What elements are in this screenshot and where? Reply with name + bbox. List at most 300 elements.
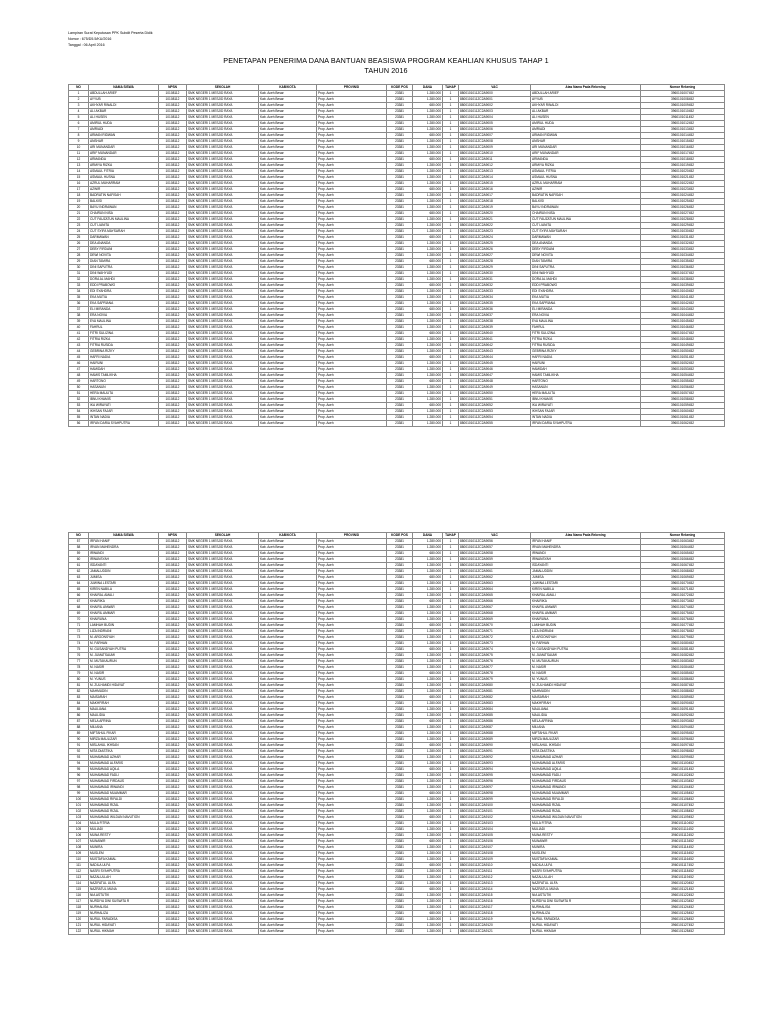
province: Prop. Aceh bbox=[317, 127, 387, 133]
account-number: 3960101108452 bbox=[641, 809, 725, 815]
postal-code: 23381 bbox=[387, 217, 413, 223]
province: Prop. Aceh bbox=[317, 325, 387, 331]
account-number: 3960101043452 bbox=[641, 307, 725, 313]
row-number: 63 bbox=[69, 575, 89, 581]
row-number: 66 bbox=[69, 593, 89, 599]
account-number: 3960101113452 bbox=[641, 839, 725, 845]
province: Prop. Aceh bbox=[317, 641, 387, 647]
province: Prop. Aceh bbox=[317, 121, 387, 127]
account-number: 3960101012452 bbox=[641, 121, 725, 127]
account-holder: M. GUSANDYAH PUTRA bbox=[531, 647, 641, 653]
stage: 1 bbox=[443, 683, 459, 689]
npsn: 10108112 bbox=[159, 199, 187, 205]
amount: 1.280.000 bbox=[413, 881, 443, 887]
amount: 1.280.000 bbox=[413, 397, 443, 403]
school: SMK NEGERI 1 MESJID RAYA bbox=[187, 773, 259, 779]
stage: 1 bbox=[443, 169, 459, 175]
stage: 1 bbox=[443, 349, 459, 355]
school: SMK NEGERI 1 MESJID RAYA bbox=[187, 575, 259, 581]
school: SMK NEGERI 1 MESJID RAYA bbox=[187, 719, 259, 725]
row-number: 89 bbox=[69, 731, 89, 737]
npsn: 10108112 bbox=[159, 659, 187, 665]
province: Prop. Aceh bbox=[317, 373, 387, 379]
account-number: 3960101105452 bbox=[641, 791, 725, 797]
account-number: 3960101107452 bbox=[641, 803, 725, 809]
npsn: 10108112 bbox=[159, 121, 187, 127]
col-header: Atas Nama Pada Rekening bbox=[531, 533, 641, 539]
province: Prop. Aceh bbox=[317, 731, 387, 737]
province: Prop. Aceh bbox=[317, 319, 387, 325]
amount: 1.280.000 bbox=[413, 635, 443, 641]
postal-code: 23381 bbox=[387, 869, 413, 875]
account-number: 3960101052452 bbox=[641, 361, 725, 367]
stage: 1 bbox=[443, 127, 459, 133]
vac-code: 8800101011ZC2A9031 bbox=[459, 277, 531, 283]
school: SMK NEGERI 1 MESJID RAYA bbox=[187, 707, 259, 713]
account-number: 3960101015452 bbox=[641, 139, 725, 145]
vac-code: 8800101011ZC2A9062 bbox=[459, 575, 531, 581]
province: Prop. Aceh bbox=[317, 671, 387, 677]
vac-code: 8800101011ZC2A9048 bbox=[459, 379, 531, 385]
account-holder: KHAIRIL AMMAR bbox=[531, 611, 641, 617]
vac-code: 8800101011ZC2A9025 bbox=[459, 241, 531, 247]
postal-code: 23381 bbox=[387, 893, 413, 899]
regency: Kab. Aceh Besar bbox=[259, 695, 317, 701]
npsn: 10108112 bbox=[159, 857, 187, 863]
stage: 1 bbox=[443, 343, 459, 349]
vac-code: 8800101011ZC2A9117 bbox=[459, 905, 531, 911]
school: SMK NEGERI 1 MESJID RAYA bbox=[187, 869, 259, 875]
regency: Kab. Aceh Besar bbox=[259, 139, 317, 145]
stage: 1 bbox=[443, 557, 459, 563]
amount: 1.280.000 bbox=[413, 605, 443, 611]
stage: 1 bbox=[443, 217, 459, 223]
school: SMK NEGERI 1 MESJID RAYA bbox=[187, 857, 259, 863]
regency: Kab. Aceh Besar bbox=[259, 187, 317, 193]
province: Prop. Aceh bbox=[317, 277, 387, 283]
row-number: 29 bbox=[69, 259, 89, 265]
account-holder: ASMAUL FITRIA bbox=[531, 169, 641, 175]
student-name: ISDAYANTI bbox=[89, 563, 159, 569]
postal-code: 23381 bbox=[387, 863, 413, 869]
stage: 1 bbox=[443, 611, 459, 617]
account-holder: HERA MAULITA bbox=[531, 391, 641, 397]
student-name: FITRI SULIZINA bbox=[89, 331, 159, 337]
province: Prop. Aceh bbox=[317, 247, 387, 253]
npsn: 10108112 bbox=[159, 821, 187, 827]
student-name: KHAIRIKA bbox=[89, 599, 159, 605]
table-row bbox=[69, 929, 725, 935]
vac-code: 8800101011ZC2A9037 bbox=[459, 313, 531, 319]
postal-code: 23381 bbox=[387, 421, 413, 427]
recipients-table-1 bbox=[68, 84, 725, 427]
vac-code: 8800101011ZC2A9091 bbox=[459, 749, 531, 755]
vac-code: 8800101011ZC2A9018 bbox=[459, 199, 531, 205]
amount: 1.280.000 bbox=[413, 617, 443, 623]
school: SMK NEGERI 1 MESJID RAYA bbox=[187, 617, 259, 623]
npsn: 10108112 bbox=[159, 689, 187, 695]
account-number: 3960101098452 bbox=[641, 749, 725, 755]
student-name: HAMIS TAMLIKHA bbox=[89, 373, 159, 379]
regency: Kab. Aceh Besar bbox=[259, 833, 317, 839]
npsn: 10108112 bbox=[159, 587, 187, 593]
account-holder: MUHAMMAD IRWANDI bbox=[531, 785, 641, 791]
npsn: 10108112 bbox=[159, 737, 187, 743]
province: Prop. Aceh bbox=[317, 337, 387, 343]
npsn: 10108112 bbox=[159, 223, 187, 229]
amount: 1.280.000 bbox=[413, 391, 443, 397]
province: Prop. Aceh bbox=[317, 833, 387, 839]
stage: 1 bbox=[443, 139, 459, 145]
student-name: IBNU KHAMIS bbox=[89, 397, 159, 403]
regency: Kab. Aceh Besar bbox=[259, 121, 317, 127]
postal-code: 23381 bbox=[387, 115, 413, 121]
school: SMK NEGERI 1 MESJID RAYA bbox=[187, 569, 259, 575]
province: Prop. Aceh bbox=[317, 349, 387, 355]
stage: 1 bbox=[443, 199, 459, 205]
school: SMK NEGERI 1 MESJID RAYA bbox=[187, 271, 259, 277]
stage: 1 bbox=[443, 247, 459, 253]
student-name: CUT FAUZATUN MAULINA bbox=[89, 217, 159, 223]
stage: 1 bbox=[443, 253, 459, 259]
province: Prop. Aceh bbox=[317, 761, 387, 767]
npsn: 10108112 bbox=[159, 803, 187, 809]
regency: Kab. Aceh Besar bbox=[259, 367, 317, 373]
province: Prop. Aceh bbox=[317, 563, 387, 569]
vac-code: 8800101011ZC2A9072 bbox=[459, 635, 531, 641]
account-number: 3960101045452 bbox=[641, 319, 725, 325]
account-holder: MULIADI bbox=[531, 827, 641, 833]
row-number: 19 bbox=[69, 199, 89, 205]
stage: 1 bbox=[443, 581, 459, 587]
province: Prop. Aceh bbox=[317, 223, 387, 229]
student-name: HERA MAULITA bbox=[89, 391, 159, 397]
account-holder: MIRZA MAULIZAR bbox=[531, 737, 641, 743]
account-holder: ARMAN RIDWAN bbox=[531, 133, 641, 139]
row-number: 57 bbox=[69, 539, 89, 545]
postal-code: 23381 bbox=[387, 587, 413, 593]
vac-code: 8800101011ZC2A9033 bbox=[459, 289, 531, 295]
regency: Kab. Aceh Besar bbox=[259, 397, 317, 403]
province: Prop. Aceh bbox=[317, 923, 387, 929]
npsn: 10108112 bbox=[159, 415, 187, 421]
account-number: 3960101010452 bbox=[641, 109, 725, 115]
stage: 1 bbox=[443, 337, 459, 343]
amount: 680.000 bbox=[413, 767, 443, 773]
row-number: 43 bbox=[69, 343, 89, 349]
account-holder: HAIRUNI bbox=[531, 361, 641, 367]
student-name: JAMALUDDIN bbox=[89, 569, 159, 575]
document-title-line: PENETAPAN PENERIMA DANA BANTUAN BEASISWA PROGRAM KEAHLIAN KHUSUS TAHAP 1 bbox=[223, 56, 549, 65]
province: Prop. Aceh bbox=[317, 593, 387, 599]
row-number: 99 bbox=[69, 791, 89, 797]
postal-code: 23381 bbox=[387, 109, 413, 115]
row-number: 9 bbox=[69, 139, 89, 145]
school: SMK NEGERI 1 MESJID RAYA bbox=[187, 235, 259, 241]
account-number: 3960101110452 bbox=[641, 821, 725, 827]
account-number: 3960101029452 bbox=[641, 223, 725, 229]
postal-code: 23381 bbox=[387, 133, 413, 139]
postal-code: 23381 bbox=[387, 539, 413, 545]
student-name: M. ARGONSYAH bbox=[89, 635, 159, 641]
school: SMK NEGERI 1 MESJID RAYA bbox=[187, 397, 259, 403]
npsn: 10108112 bbox=[159, 683, 187, 689]
province: Prop. Aceh bbox=[317, 875, 387, 881]
col-header: KODE POS bbox=[387, 533, 413, 539]
npsn: 10108112 bbox=[159, 217, 187, 223]
account-holder: ABDULLAH ARIEF bbox=[531, 91, 641, 97]
postal-code: 23381 bbox=[387, 839, 413, 845]
row-number: 84 bbox=[69, 701, 89, 707]
vac-code: 8800101011ZC2A9055 bbox=[459, 421, 531, 427]
student-name: EDI SYAHDRA bbox=[89, 289, 159, 295]
school: SMK NEGERI 1 MESJID RAYA bbox=[187, 151, 259, 157]
province: Prop. Aceh bbox=[317, 181, 387, 187]
account-holder: LIZA INDRIANI bbox=[531, 629, 641, 635]
regency: Kab. Aceh Besar bbox=[259, 199, 317, 205]
account-holder: IRWANDI bbox=[531, 551, 641, 557]
account-holder: BALKISI bbox=[531, 199, 641, 205]
stage: 1 bbox=[443, 379, 459, 385]
row-number: 74 bbox=[69, 641, 89, 647]
student-name: KHAIRAL AMALI bbox=[89, 593, 159, 599]
amount: 1.280.000 bbox=[413, 587, 443, 593]
account-number: 3960101018452 bbox=[641, 157, 725, 163]
school: SMK NEGERI 1 MESJID RAYA bbox=[187, 929, 259, 935]
account-number: 3960101030452 bbox=[641, 229, 725, 235]
account-number: 3960101059452 bbox=[641, 403, 725, 409]
account-holder: ANSHAR bbox=[531, 139, 641, 145]
account-number: 3960101104452 bbox=[641, 785, 725, 791]
regency: Kab. Aceh Besar bbox=[259, 181, 317, 187]
province: Prop. Aceh bbox=[317, 911, 387, 917]
province: Prop. Aceh bbox=[317, 199, 387, 205]
stage: 1 bbox=[443, 725, 459, 731]
stage: 1 bbox=[443, 403, 459, 409]
school: SMK NEGERI 1 MESJID RAYA bbox=[187, 821, 259, 827]
postal-code: 23381 bbox=[387, 127, 413, 133]
account-number: 3960101068452 bbox=[641, 569, 725, 575]
postal-code: 23381 bbox=[387, 211, 413, 217]
npsn: 10108112 bbox=[159, 277, 187, 283]
account-number: 3960101087452 bbox=[641, 683, 725, 689]
school: SMK NEGERI 1 MESJID RAYA bbox=[187, 253, 259, 259]
student-name: ARMAN RIDWAN bbox=[89, 133, 159, 139]
province: Prop. Aceh bbox=[317, 701, 387, 707]
account-number: 3960101021452 bbox=[641, 175, 725, 181]
regency: Kab. Aceh Besar bbox=[259, 593, 317, 599]
stage: 1 bbox=[443, 875, 459, 881]
row-number: 116 bbox=[69, 893, 89, 899]
student-name: IRWANSYAH bbox=[89, 557, 159, 563]
postal-code: 23381 bbox=[387, 725, 413, 731]
postal-code: 23381 bbox=[387, 881, 413, 887]
row-number: 77 bbox=[69, 659, 89, 665]
account-number: 3960101061452 bbox=[641, 415, 725, 421]
account-number: 3960101118452 bbox=[641, 869, 725, 875]
account-holder: NIA ASTUTIK bbox=[531, 893, 641, 899]
school: SMK NEGERI 1 MESJID RAYA bbox=[187, 109, 259, 115]
vac-code: 8800101011ZC2A9006 bbox=[459, 127, 531, 133]
postal-code: 23381 bbox=[387, 289, 413, 295]
account-holder: MUNAWIR bbox=[531, 839, 641, 845]
account-holder: MAISARAH bbox=[531, 695, 641, 701]
row-number: 71 bbox=[69, 623, 89, 629]
npsn: 10108112 bbox=[159, 247, 187, 253]
vac-code: 8800101011ZC2A9102 bbox=[459, 815, 531, 821]
row-number: 94 bbox=[69, 761, 89, 767]
account-number: 3960101026452 bbox=[641, 205, 725, 211]
account-holder: ELI MIRANDA bbox=[531, 307, 641, 313]
postal-code: 23381 bbox=[387, 139, 413, 145]
account-number: 3960101066452 bbox=[641, 557, 725, 563]
stage: 1 bbox=[443, 325, 459, 331]
npsn: 10108112 bbox=[159, 373, 187, 379]
npsn: 10108112 bbox=[159, 785, 187, 791]
row-number: 7 bbox=[69, 127, 89, 133]
vac-code: 8800101011ZC2A9007 bbox=[459, 133, 531, 139]
school: SMK NEGERI 1 MESJID RAYA bbox=[187, 217, 259, 223]
amount: 680.000 bbox=[413, 695, 443, 701]
row-number: 22 bbox=[69, 217, 89, 223]
amount: 680.000 bbox=[413, 863, 443, 869]
amount: 680.000 bbox=[413, 187, 443, 193]
npsn: 10108112 bbox=[159, 301, 187, 307]
amount: 1.280.000 bbox=[413, 409, 443, 415]
province: Prop. Aceh bbox=[317, 361, 387, 367]
vac-code: 8800101011ZC2A9065 bbox=[459, 593, 531, 599]
stage: 1 bbox=[443, 737, 459, 743]
col-header: NO bbox=[69, 85, 89, 91]
row-number: 25 bbox=[69, 235, 89, 241]
row-number: 33 bbox=[69, 283, 89, 289]
npsn: 10108112 bbox=[159, 337, 187, 343]
npsn: 10108112 bbox=[159, 307, 187, 313]
account-number: 3960101070452 bbox=[641, 581, 725, 587]
account-number: 3960101092452 bbox=[641, 713, 725, 719]
amount: 1.280.000 bbox=[413, 253, 443, 259]
regency: Kab. Aceh Besar bbox=[259, 205, 317, 211]
row-number: 60 bbox=[69, 557, 89, 563]
amount: 1.280.000 bbox=[413, 737, 443, 743]
regency: Kab. Aceh Besar bbox=[259, 539, 317, 545]
vac-code: 8800101011ZC2A9084 bbox=[459, 707, 531, 713]
account-holder: KHAIRIL ANWAR bbox=[531, 605, 641, 611]
account-number: 3960101072452 bbox=[641, 593, 725, 599]
npsn: 10108112 bbox=[159, 773, 187, 779]
npsn: 10108112 bbox=[159, 647, 187, 653]
student-name: MELA AFRINA bbox=[89, 719, 159, 725]
vac-code: 8800101011ZC2A9044 bbox=[459, 355, 531, 361]
account-holder: EVA MAULINA bbox=[531, 319, 641, 325]
account-number: 3960101062452 bbox=[641, 421, 725, 427]
province: Prop. Aceh bbox=[317, 355, 387, 361]
account-holder: AZRUL MUHARRAM bbox=[531, 181, 641, 187]
student-name: ALI HUSEN bbox=[89, 115, 159, 121]
regency: Kab. Aceh Besar bbox=[259, 277, 317, 283]
npsn: 10108112 bbox=[159, 133, 187, 139]
vac-code: 8800101011ZC2A9064 bbox=[459, 587, 531, 593]
stage: 1 bbox=[443, 569, 459, 575]
stage: 1 bbox=[443, 229, 459, 235]
vac-code: 8800101011ZC2A9121 bbox=[459, 929, 531, 935]
npsn: 10108112 bbox=[159, 403, 187, 409]
npsn: 10108112 bbox=[159, 911, 187, 917]
student-name: MUNAWIR bbox=[89, 839, 159, 845]
student-name: MUHAMMAD WILDAN NAVUTION bbox=[89, 815, 159, 821]
postal-code: 23381 bbox=[387, 415, 413, 421]
account-number: 3960101074452 bbox=[641, 605, 725, 611]
stage: 1 bbox=[443, 929, 459, 935]
account-holder: INTAN NADIA bbox=[531, 415, 641, 421]
student-name: ARMANDA bbox=[89, 157, 159, 163]
account-holder: EDI SYAHDRA bbox=[531, 289, 641, 295]
amount: 1.280.000 bbox=[413, 205, 443, 211]
student-name: AYYUB bbox=[89, 97, 159, 103]
province: Prop. Aceh bbox=[317, 551, 387, 557]
regency: Kab. Aceh Besar bbox=[259, 421, 317, 427]
student-name: FITRIA RUSIDA bbox=[89, 343, 159, 349]
postal-code: 23381 bbox=[387, 223, 413, 229]
regency: Kab. Aceh Besar bbox=[259, 175, 317, 181]
row-number: 72 bbox=[69, 629, 89, 635]
regency: Kab. Aceh Besar bbox=[259, 707, 317, 713]
school: SMK NEGERI 1 MESJID RAYA bbox=[187, 677, 259, 683]
vac-code: 8800101011ZC2A9015 bbox=[459, 181, 531, 187]
regency: Kab. Aceh Besar bbox=[259, 385, 317, 391]
stage: 1 bbox=[443, 151, 459, 157]
stage: 1 bbox=[443, 575, 459, 581]
regency: Kab. Aceh Besar bbox=[259, 881, 317, 887]
stage: 1 bbox=[443, 635, 459, 641]
npsn: 10108112 bbox=[159, 797, 187, 803]
student-name: ARI MUNANDAR bbox=[89, 145, 159, 151]
npsn: 10108112 bbox=[159, 265, 187, 271]
student-name: M. ZULHAMDI HIDAYAT bbox=[89, 683, 159, 689]
province: Prop. Aceh bbox=[317, 557, 387, 563]
school: SMK NEGERI 1 MESJID RAYA bbox=[187, 593, 259, 599]
school: SMK NEGERI 1 MESJID RAYA bbox=[187, 295, 259, 301]
student-name: ERA NOVIA bbox=[89, 313, 159, 319]
account-number: 3960101097452 bbox=[641, 743, 725, 749]
school: SMK NEGERI 1 MESJID RAYA bbox=[187, 325, 259, 331]
regency: Kab. Aceh Besar bbox=[259, 683, 317, 689]
account-holder: IRWANSYAH bbox=[531, 557, 641, 563]
student-name: MUHAMMAD RIZAL bbox=[89, 803, 159, 809]
regency: Kab. Aceh Besar bbox=[259, 887, 317, 893]
account-number: 3960101017452 bbox=[641, 151, 725, 157]
npsn: 10108112 bbox=[159, 545, 187, 551]
npsn: 10108112 bbox=[159, 283, 187, 289]
npsn: 10108112 bbox=[159, 899, 187, 905]
stage: 1 bbox=[443, 791, 459, 797]
npsn: 10108112 bbox=[159, 791, 187, 797]
amount: 680.000 bbox=[413, 551, 443, 557]
regency: Kab. Aceh Besar bbox=[259, 749, 317, 755]
regency: Kab. Aceh Besar bbox=[259, 725, 317, 731]
school: SMK NEGERI 1 MESJID RAYA bbox=[187, 289, 259, 295]
account-number: 3960101027452 bbox=[641, 211, 725, 217]
province: Prop. Aceh bbox=[317, 289, 387, 295]
school: SMK NEGERI 1 MESJID RAYA bbox=[187, 851, 259, 857]
regency: Kab. Aceh Besar bbox=[259, 253, 317, 259]
regency: Kab. Aceh Besar bbox=[259, 611, 317, 617]
province: Prop. Aceh bbox=[317, 827, 387, 833]
row-number: 79 bbox=[69, 671, 89, 677]
student-name: IKA WIRAYATI bbox=[89, 403, 159, 409]
school: SMK NEGERI 1 MESJID RAYA bbox=[187, 373, 259, 379]
row-number: 13 bbox=[69, 163, 89, 169]
